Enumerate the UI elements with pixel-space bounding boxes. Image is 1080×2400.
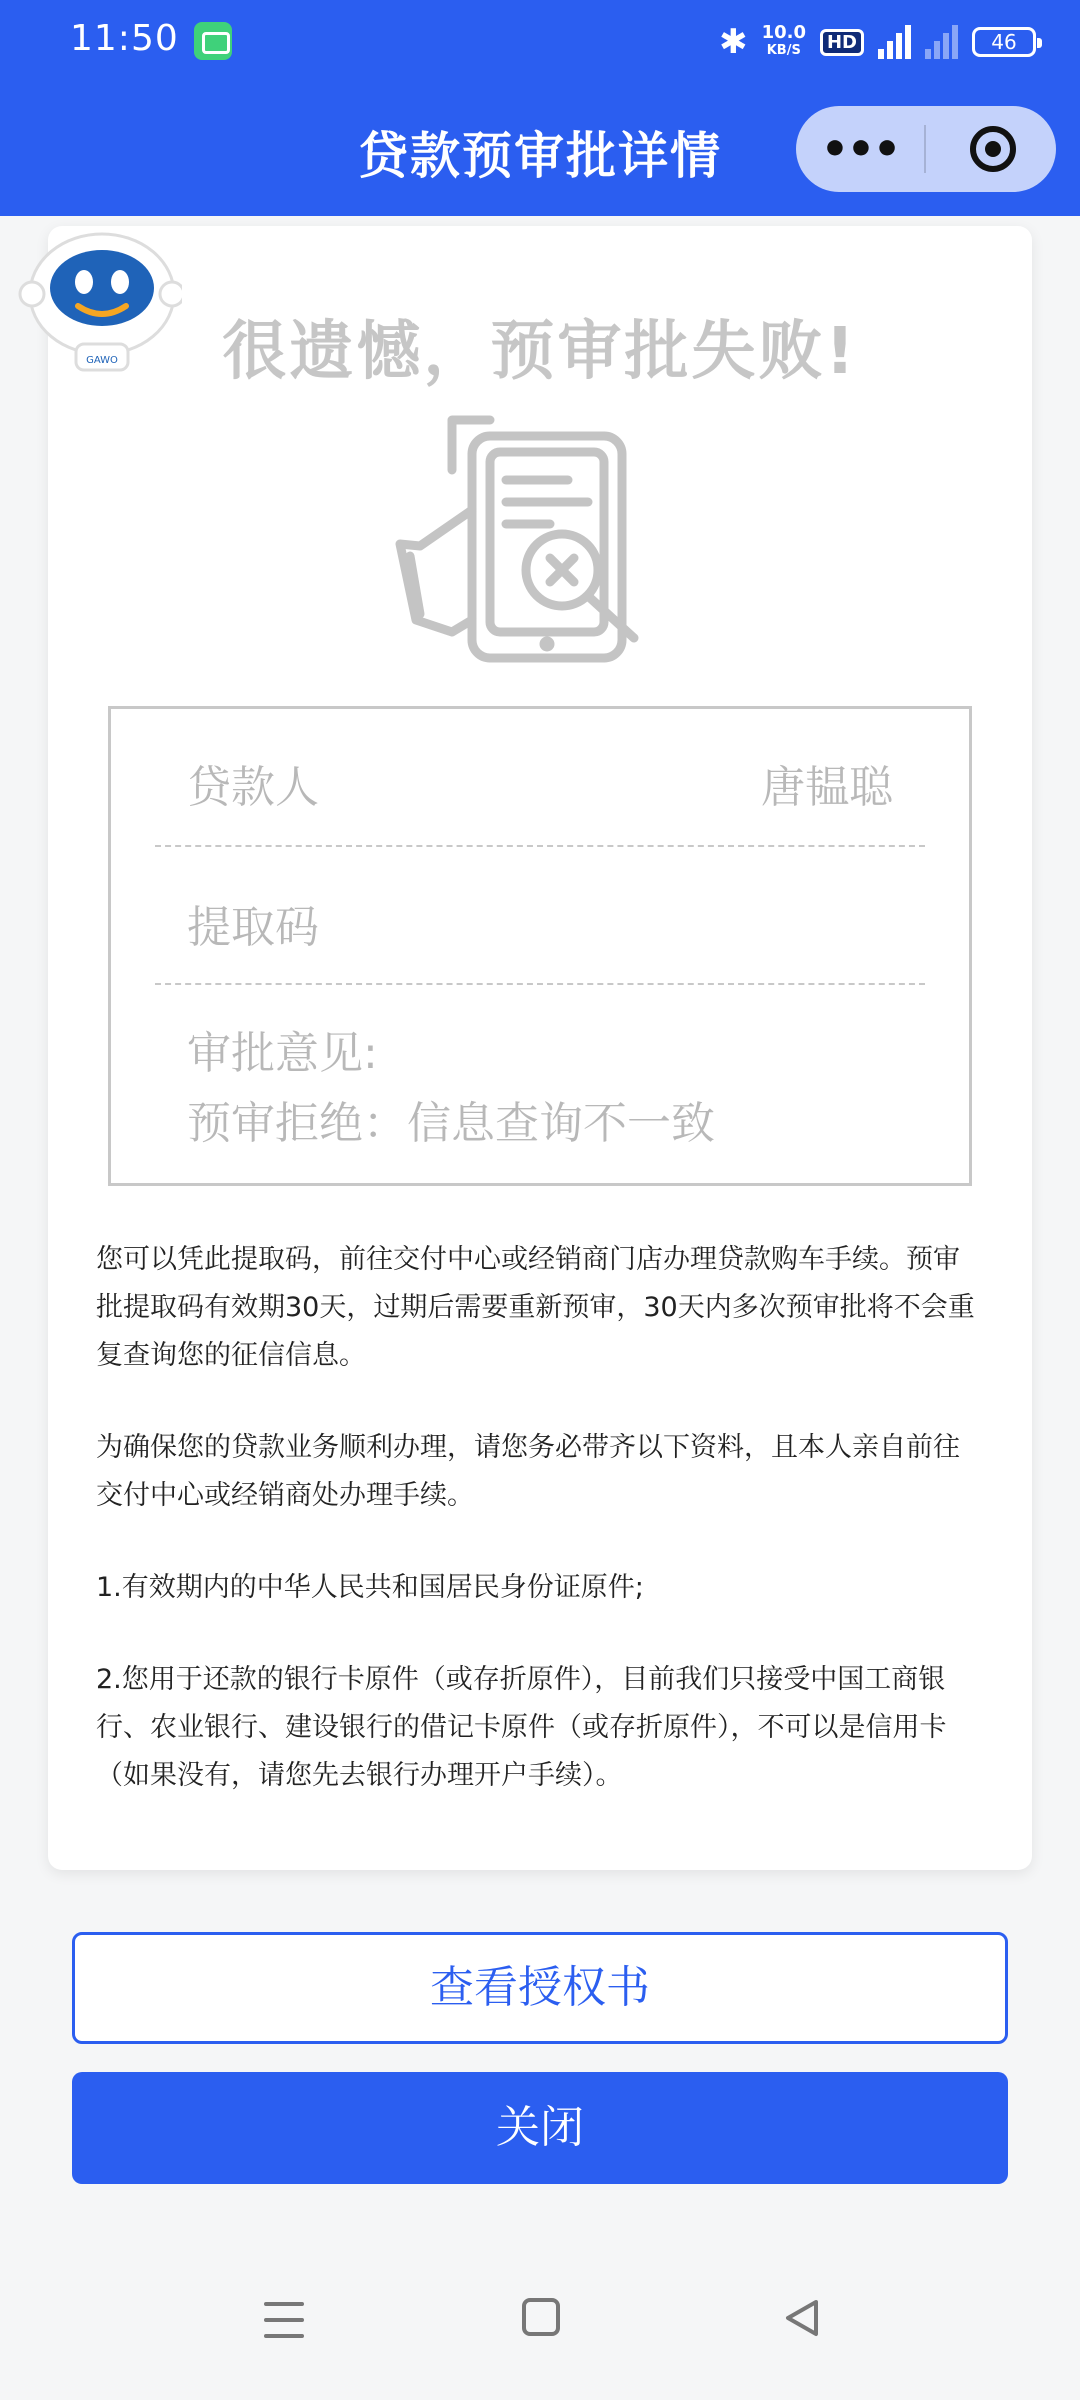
capsule-divider	[924, 125, 926, 173]
home-icon[interactable]	[522, 2298, 560, 2336]
page-title: 贷款预审批详情	[358, 127, 722, 185]
back-icon[interactable]	[782, 2298, 822, 2338]
borrower-row	[155, 751, 925, 815]
battery-icon: 46	[972, 27, 1036, 57]
signal-strength-secondary-icon	[925, 25, 958, 59]
menu-icon[interactable]	[264, 2302, 304, 2338]
borrower-label: 贷款人	[187, 762, 319, 813]
chat-notification-icon	[194, 22, 232, 60]
divider	[155, 983, 925, 985]
approval-info-box	[108, 706, 972, 1186]
net-speed-unit: KB/S	[766, 43, 801, 58]
opinion-value: 预审拒绝：信息查询不一致	[187, 1098, 715, 1149]
note-paragraph: 为确保您的贷款业务顺利办理，请您务必带齐以下资料，且本人亲自前往交付中心或经销商处办理手续。	[96, 1432, 960, 1511]
code-row	[155, 891, 925, 955]
result-title: 很遗憾，预审批失败!	[222, 315, 858, 389]
code-label: 提取码	[187, 902, 319, 953]
close-miniprogram-button[interactable]	[970, 126, 1016, 172]
top-bar	[0, 0, 1080, 216]
net-speed-value: 10.0	[761, 22, 806, 43]
note-paragraph: 2.您用于还款的银行卡原件（或存折原件），目前我们只接受中国工商银行、农业银行、建设银行的借记卡原件（或存折原件），不可以是信用卡（如果没有，请您先去银行办理开户手续）。	[96, 1664, 947, 1791]
system-nav-bar	[0, 2290, 1080, 2380]
close-button[interactable]: 关闭	[72, 2072, 1008, 2184]
mini-program-capsule	[796, 106, 1056, 192]
status-time: 11:50	[70, 18, 179, 59]
borrower-value: 唐韫聪	[761, 762, 893, 813]
status-icons	[719, 18, 1036, 66]
signal-strength-icon	[878, 25, 911, 59]
view-authorization-button[interactable]: 查看授权书	[72, 1932, 1008, 2044]
more-options-button[interactable]: •••	[820, 123, 900, 175]
document-rejected-icon	[390, 410, 660, 670]
opinion-row	[155, 1019, 925, 1159]
note-paragraph: 您可以凭此提取码，前往交付中心或经销商门店办理贷款购车手续。预审批提取码有效期30天，过期后需要重新预审，30天内多次预审批将不会重复查询您的征信信息。	[96, 1244, 975, 1371]
hd-badge: HD	[820, 29, 864, 56]
note-paragraph: 1.有效期内的中华人民共和国居民身份证原件;	[96, 1572, 644, 1603]
divider	[155, 845, 925, 847]
bluetooth-icon: ✱	[719, 22, 748, 62]
net-speed	[762, 24, 806, 60]
opinion-label: 审批意见:	[187, 1028, 378, 1079]
mascot-label: GAWO	[86, 355, 118, 366]
